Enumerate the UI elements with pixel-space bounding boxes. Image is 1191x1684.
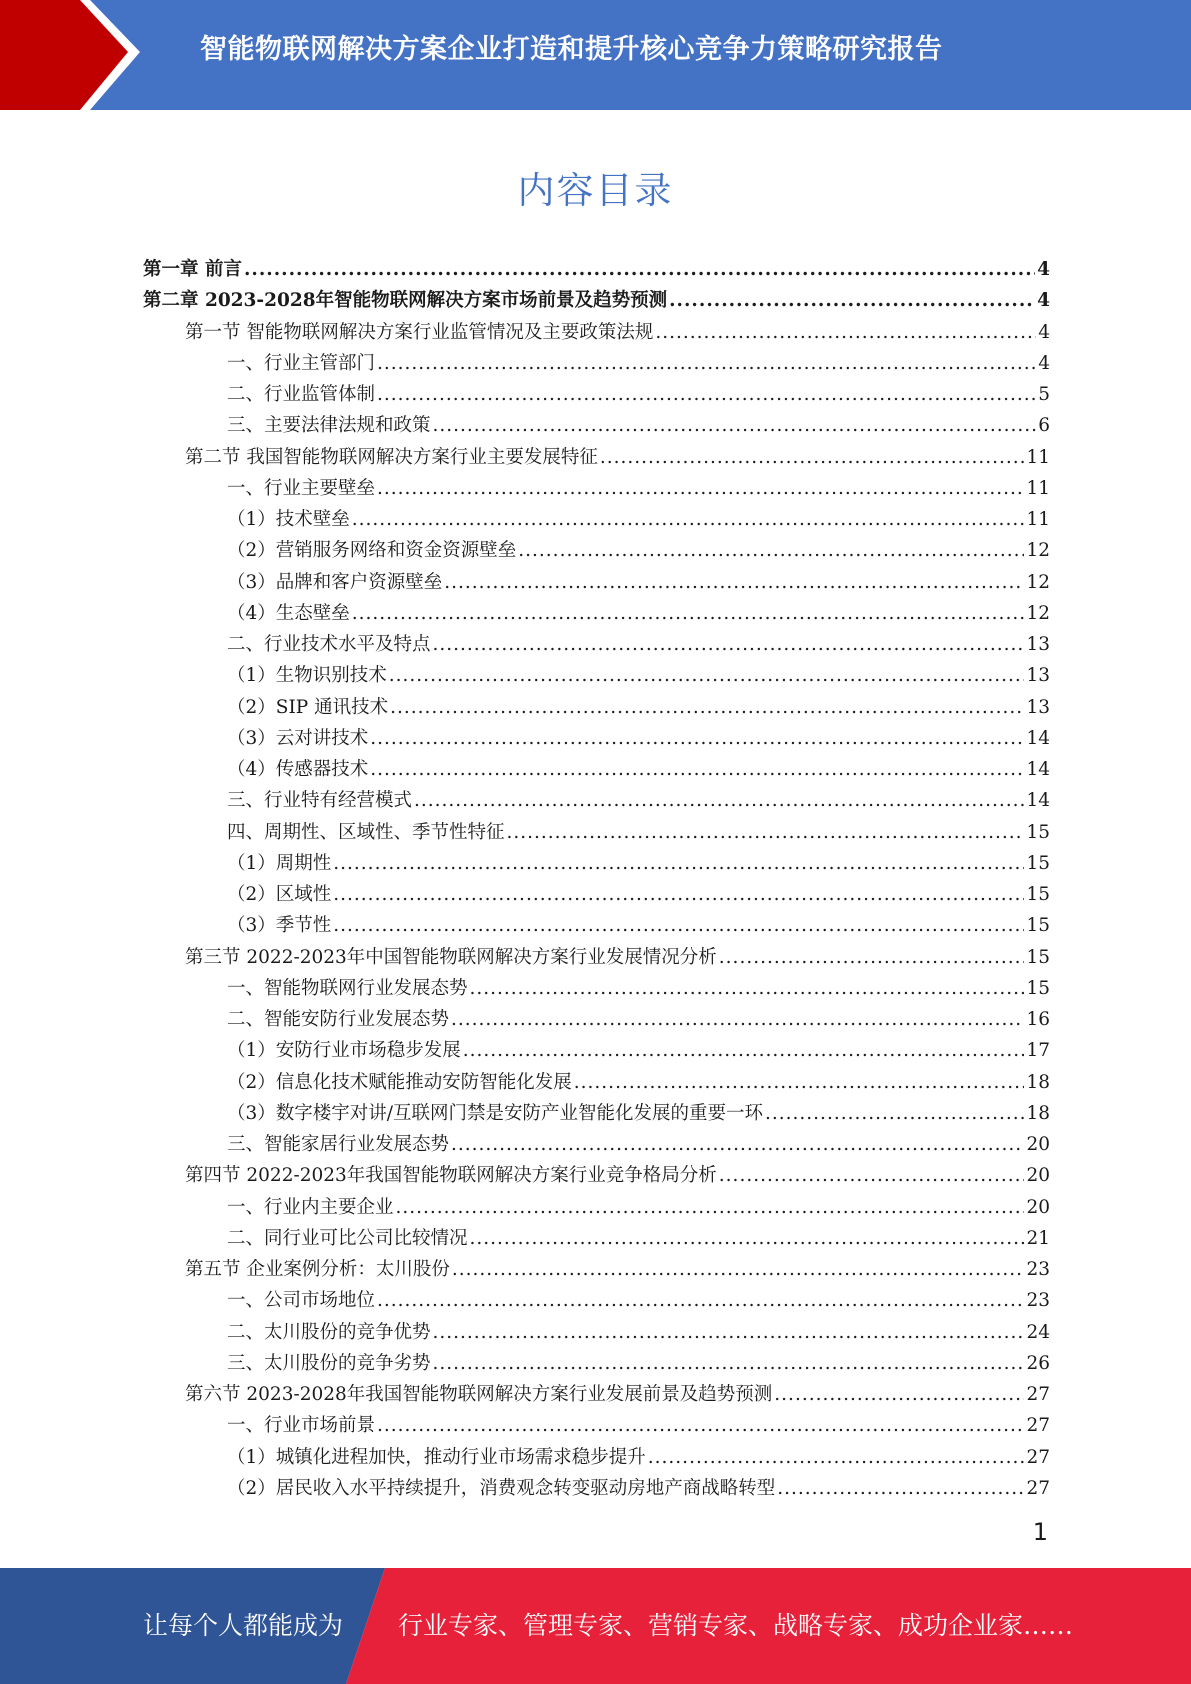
toc-leader-dots <box>507 817 1025 848</box>
page-number: 1 <box>1032 1518 1048 1546</box>
toc-entry-page: 14 <box>1026 727 1050 749</box>
toc-entry-label: 一、行业主管部门 <box>227 352 376 374</box>
toc-entry-label: 三、太川股份的竞争劣势 <box>227 1352 431 1374</box>
toc-entry-page: 15 <box>1026 977 1050 999</box>
toc-entry[interactable] <box>143 692 1050 723</box>
toc-entry-label: 三、主要法律法规和政策 <box>227 415 431 437</box>
toc-entry-label: 一、行业市场前景 <box>227 1415 376 1437</box>
toc-entry-label: 第六节 2023-2028年我国智能物联网解决方案行业发展前景及趋势预测 <box>185 1384 773 1405</box>
footer-banner <box>0 1568 1191 1684</box>
toc-leader-dots <box>433 410 1037 441</box>
toc-entry-label: （2）信息化技术赋能推动安防智能化发展 <box>227 1071 572 1093</box>
toc-entry[interactable] <box>143 1473 1050 1504</box>
toc-entry-page: 4 <box>1037 290 1050 312</box>
toc-leader-dots <box>774 1379 1024 1410</box>
toc-entry[interactable] <box>143 629 1050 660</box>
toc-entry-label: （2）居民收入水平持续提升，消费观念转变驱动房地产商战略转型 <box>227 1477 776 1499</box>
toc-leader-dots <box>389 660 1025 691</box>
toc-leader-dots <box>333 848 1024 879</box>
toc-leader-dots <box>451 1004 1024 1035</box>
toc-leader-dots <box>390 692 1024 723</box>
toc-entry-page: 21 <box>1026 1227 1050 1249</box>
toc-leader-dots <box>470 973 1025 1004</box>
toc-entry-label: 第二节 我国智能物联网解决方案行业主要发展特征 <box>185 446 598 468</box>
toc-entry[interactable] <box>143 879 1050 910</box>
toc-entry-label: （2）SIP 通讯技术 <box>227 696 389 718</box>
toc-leader-dots <box>574 1067 1025 1098</box>
toc-entry-label: 一、智能物联网行业发展态势 <box>227 977 468 999</box>
toc-entry-label: （1）城镇化进程加快，推动行业市场需求稳步提升 <box>227 1446 646 1468</box>
toc-entry-label: 二、太川股份的竞争优势 <box>227 1321 431 1343</box>
report-title: 智能物联网解决方案企业打造和提升核心竞争力策略研究报告 <box>200 34 943 65</box>
toc-entry-page: 27 <box>1026 1384 1050 1405</box>
toc-leader-dots <box>377 348 1036 379</box>
toc-entry-page: 11 <box>1026 477 1050 499</box>
toc-leader-dots <box>370 723 1024 754</box>
toc-entry[interactable] <box>143 1254 1050 1285</box>
toc-entry-label: （4）传感器技术 <box>227 759 369 780</box>
toc-entry-label: （3）季节性 <box>227 915 332 937</box>
toc-entry-page: 12 <box>1026 602 1050 624</box>
toc-entry-page: 6 <box>1038 415 1050 437</box>
toc-entry-page: 20 <box>1026 1165 1050 1187</box>
toc-entry[interactable] <box>143 473 1050 504</box>
toc-entry-label: （2）营销服务网络和资金资源壁垒 <box>227 540 517 562</box>
toc-entry[interactable] <box>143 410 1050 441</box>
toc-entry-label: 二、同行业可比公司比较情况 <box>227 1227 468 1249</box>
toc-entry[interactable] <box>143 785 1050 816</box>
toc-leader-dots <box>377 473 1024 504</box>
toc-entry[interactable] <box>143 723 1050 754</box>
report-header-banner <box>0 0 1191 110</box>
toc-entry-page: 5 <box>1038 384 1050 405</box>
toc-entry-label: （1）周期性 <box>227 852 332 874</box>
toc-entry[interactable] <box>143 348 1050 379</box>
toc-entry[interactable] <box>143 1035 1050 1066</box>
toc-entry[interactable] <box>143 1098 1050 1129</box>
toc-leader-dots <box>719 942 1025 973</box>
toc-entry[interactable] <box>143 1285 1050 1316</box>
toc-entry-label: 二、行业监管体制 <box>227 384 376 405</box>
toc-entry-page: 17 <box>1026 1040 1050 1062</box>
toc-leader-dots <box>377 379 1036 410</box>
toc-leader-dots <box>719 1160 1025 1191</box>
toc-entry[interactable] <box>143 504 1050 535</box>
toc-entry[interactable] <box>143 285 1050 316</box>
toc-entry-label: （2）区域性 <box>227 884 332 905</box>
toc-leader-dots <box>600 442 1025 473</box>
toc-entry-label: 四、周期性、区域性、季节性特征 <box>227 821 505 843</box>
toc-entry-label: （1）安防行业市场稳步发展 <box>227 1040 461 1062</box>
toc-leader-dots <box>352 598 1025 629</box>
toc-entry-page: 23 <box>1026 1290 1050 1312</box>
toc-leader-dots <box>765 1098 1024 1129</box>
toc-leader-dots <box>244 254 1035 285</box>
toc-heading: 内容目录 <box>517 169 674 212</box>
toc-entry-page: 4 <box>1037 259 1050 280</box>
toc-entry-label: 第四节 2022-2023年我国智能物联网解决方案行业竞争格局分析 <box>185 1165 717 1187</box>
toc-entry[interactable] <box>143 754 1050 785</box>
toc-entry[interactable] <box>143 254 1050 285</box>
toc-entry-page: 27 <box>1026 1477 1050 1499</box>
toc-leader-dots <box>463 1035 1025 1066</box>
toc-entry-label: （3）云对讲技术 <box>227 727 369 749</box>
toc-entry-label: 一、行业主要壁垒 <box>227 477 376 499</box>
toc-leader-dots <box>352 504 1025 535</box>
toc-entry-label: （1）技术壁垒 <box>227 509 350 530</box>
toc-leader-dots <box>518 535 1024 566</box>
toc-entry[interactable] <box>143 442 1050 473</box>
toc-entry-label: 第五节 企业案例分析：太川股份 <box>185 1259 450 1280</box>
toc-entry-label: 第一章 前言 <box>143 259 242 280</box>
toc-entry-page: 15 <box>1026 946 1050 968</box>
toc-leader-dots <box>377 1410 1024 1441</box>
toc-leader-dots <box>451 1129 1024 1160</box>
toc-entry[interactable] <box>143 1442 1050 1473</box>
header-arrow-icon <box>0 0 160 110</box>
toc-entry[interactable] <box>143 1160 1050 1191</box>
toc-leader-dots <box>414 785 1024 816</box>
toc-entry[interactable] <box>143 1129 1050 1160</box>
toc-entry-page: 14 <box>1026 790 1050 812</box>
toc-entry[interactable] <box>143 848 1050 879</box>
toc-entry[interactable] <box>143 598 1050 629</box>
toc-entry[interactable] <box>143 1410 1050 1441</box>
toc-entry-page: 14 <box>1026 759 1050 780</box>
toc-entry-label: 第三节 2022-2023年中国智能物联网解决方案行业发展情况分析 <box>185 946 717 968</box>
toc-entry-page: 18 <box>1026 1102 1050 1124</box>
toc-leader-dots <box>433 629 1025 660</box>
toc-leader-dots <box>333 910 1024 941</box>
toc-entry-page: 4 <box>1038 321 1050 343</box>
toc-entry-label: 第一节 智能物联网解决方案行业监管情况及主要政策法规 <box>185 321 654 343</box>
toc-entry-label: （1）生物识别技术 <box>227 665 387 687</box>
toc-entry-page: 4 <box>1038 352 1050 374</box>
toc-entry-label: （3）数字楼宇对讲/互联网门禁是安防产业智能化发展的重要一环 <box>227 1102 764 1124</box>
toc-entry[interactable] <box>143 942 1050 973</box>
toc-leader-dots <box>377 1285 1024 1316</box>
toc-leader-dots <box>470 1223 1025 1254</box>
toc-entry-label: 三、智能家居行业发展态势 <box>227 1134 450 1155</box>
toc-entry-page: 23 <box>1026 1259 1050 1280</box>
toc-entry-page: 11 <box>1026 446 1050 468</box>
toc-leader-dots <box>655 317 1036 348</box>
toc-entry-page: 27 <box>1026 1415 1050 1437</box>
toc-entry-label: （4）生态壁垒 <box>227 602 350 624</box>
toc-entry-label: 一、公司市场地位 <box>227 1290 376 1312</box>
toc-entry-label: 二、智能安防行业发展态势 <box>227 1009 450 1030</box>
toc-entry[interactable] <box>143 1379 1050 1410</box>
toc-entry-page: 11 <box>1026 509 1050 530</box>
toc-entry-page: 24 <box>1026 1321 1050 1343</box>
toc-leader-dots <box>433 1317 1025 1348</box>
toc-entry[interactable] <box>143 910 1050 941</box>
toc-entry-label: 第二章 2023-2028年智能物联网解决方案市场前景及趋势预测 <box>143 290 668 312</box>
footer-slogan-right: 行业专家、管理专家、营销专家、战略专家、成功企业家…… <box>398 1611 1074 1640</box>
toc-entry-page: 26 <box>1026 1352 1050 1374</box>
toc-entry-page: 13 <box>1026 634 1050 655</box>
toc-entry[interactable] <box>143 1067 1050 1098</box>
toc-entry-page: 15 <box>1026 852 1050 874</box>
toc-entry-page: 12 <box>1026 540 1050 562</box>
toc-entry[interactable] <box>143 1192 1050 1223</box>
toc-entry[interactable] <box>143 817 1050 848</box>
toc-entry-label: 二、行业技术水平及特点 <box>227 634 431 655</box>
toc-leader-dots <box>396 1192 1025 1223</box>
toc-entry-page: 15 <box>1026 915 1050 937</box>
toc-leader-dots <box>648 1442 1025 1473</box>
toc-entry-page: 13 <box>1026 696 1050 718</box>
toc-entry-page: 20 <box>1026 1196 1050 1218</box>
toc-entry[interactable] <box>143 973 1050 1004</box>
toc-entry[interactable] <box>143 379 1050 410</box>
toc-entry-page: 27 <box>1026 1446 1050 1468</box>
toc-entry[interactable] <box>143 660 1050 691</box>
toc-entry-page: 15 <box>1026 884 1050 905</box>
toc-entry-label: 三、行业特有经营模式 <box>227 790 413 812</box>
footer-slogan-left: 让每个人都能成为 <box>143 1611 344 1640</box>
toc-leader-dots <box>452 1254 1025 1285</box>
toc-entry-page: 20 <box>1026 1134 1050 1155</box>
toc-leader-dots <box>370 754 1024 785</box>
toc-leader-dots <box>444 567 1024 598</box>
toc-entry[interactable] <box>143 1004 1050 1035</box>
toc-entry-page: 18 <box>1026 1071 1050 1093</box>
toc-entry[interactable] <box>143 1348 1050 1379</box>
toc-entry-page: 16 <box>1026 1009 1050 1030</box>
toc-entry-page: 13 <box>1026 665 1050 687</box>
toc-entry[interactable] <box>143 1223 1050 1254</box>
toc-leader-dots <box>433 1348 1025 1379</box>
toc-entry[interactable] <box>143 535 1050 566</box>
toc-entry[interactable] <box>143 317 1050 348</box>
table-of-contents <box>143 254 1050 1504</box>
toc-entry[interactable] <box>143 1317 1050 1348</box>
toc-entry-page: 15 <box>1026 821 1050 843</box>
toc-leader-dots <box>333 879 1024 910</box>
toc-entry[interactable] <box>143 567 1050 598</box>
toc-leader-dots <box>669 285 1035 316</box>
toc-entry-label: （3）品牌和客户资源壁垒 <box>227 571 443 593</box>
toc-entry-label: 一、行业内主要企业 <box>227 1196 394 1218</box>
toc-entry-page: 12 <box>1026 571 1050 593</box>
toc-leader-dots <box>777 1473 1024 1504</box>
